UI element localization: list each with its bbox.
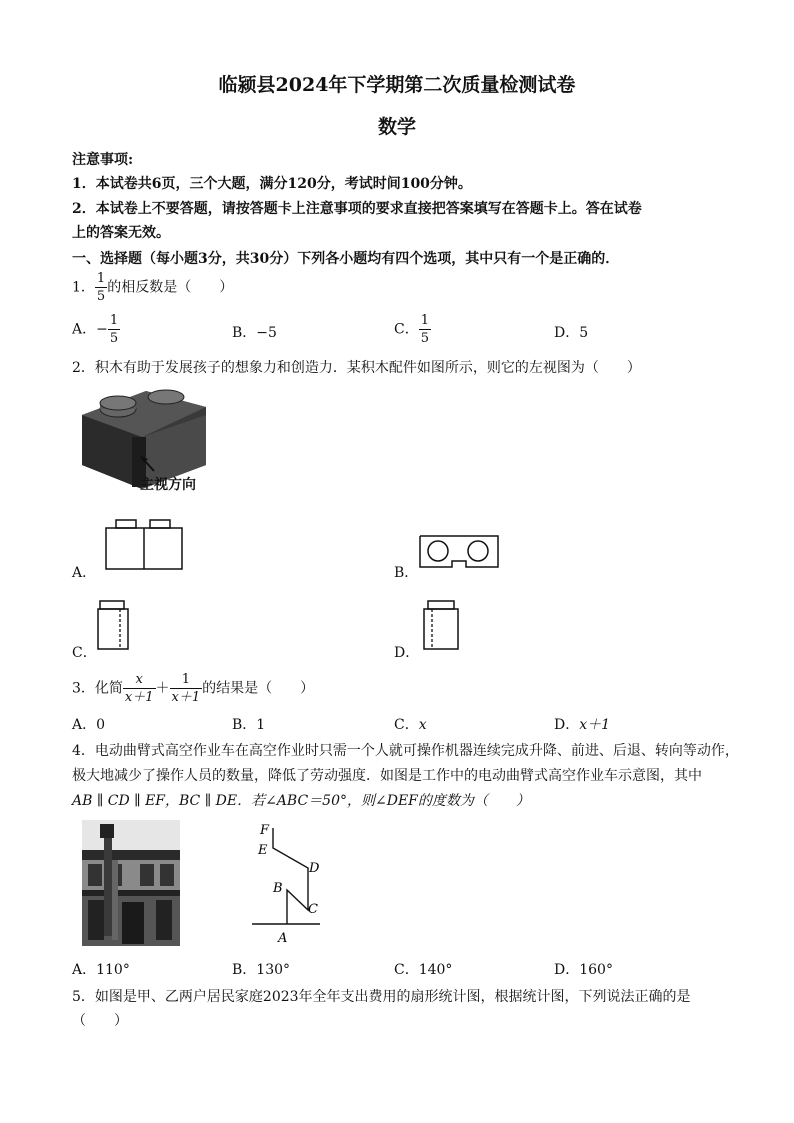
- option-c-drawing: [94, 598, 134, 654]
- option-b-drawing: [416, 533, 502, 571]
- question-4-line-2: 极大地减少了操作人员的数量，降低了劳动强度．如图是工作中的电动曲臂式高空作业车示意图，其中: [72, 768, 702, 784]
- question-1-text: 的相反数是（ ）: [107, 279, 234, 296]
- fraction-numerator: 1: [96, 271, 106, 286]
- option-label: C．: [394, 717, 419, 733]
- front-view-direction-caption: 主视方向: [140, 477, 196, 493]
- question-1-option-c: [394, 312, 431, 347]
- question-3-option-a: A．0: [72, 717, 106, 733]
- point-label-d: D: [309, 861, 320, 876]
- question-3-option-d: [554, 714, 610, 734]
- arm-polyline: [273, 828, 308, 924]
- fraction-numerator: 1: [170, 671, 203, 689]
- notes-item-2-line-1: 2．本试卷上不要答题，请按答题卡上注意事项的要求直接把答案填写在答题卡上。答在试卷: [72, 201, 642, 217]
- geometry-diagram: [248, 818, 328, 946]
- exam-title: 临颍县2024年下学期第二次质量检测试卷: [218, 74, 576, 96]
- notes-item-1: 1．本试卷共6页，三个大题，满分120分，考试时间100分钟。: [72, 176, 472, 192]
- option-label: A．: [72, 321, 97, 338]
- fraction-denominator: x＋1: [124, 690, 154, 705]
- fraction-numerator: 1: [420, 313, 429, 328]
- point-label-c: C: [308, 902, 318, 917]
- question-4-option-a: A．110°: [72, 962, 130, 978]
- point-label-e: E: [258, 843, 268, 858]
- section-1-heading: 一、选择题（每小题3分，共30分）下列各小题均有四个选项，其中只有一个是正确的．: [72, 251, 620, 267]
- fraction-denominator: 5: [109, 331, 119, 346]
- option-fraction: [419, 312, 431, 347]
- question-3-text: 的结果是（ ）: [202, 680, 315, 697]
- question-1-option-b: B．−5: [232, 325, 277, 341]
- aerial-work-platform-photo: [82, 820, 180, 946]
- notes-item-2-line-2: 上的答案无效。: [72, 225, 170, 241]
- question-3-number: 3．化简: [72, 680, 123, 697]
- exam-subject: 数学: [377, 116, 416, 138]
- question-4-option-d: D．160°: [554, 962, 613, 978]
- question-1-stem: [72, 270, 233, 305]
- option-label: D．: [554, 717, 580, 733]
- question-4-line-1: 4．电动曲臂式高空作业车在高空作业时只需一个人就可操作机器连续完成升降、前进、后退、转向等动作，: [72, 743, 739, 759]
- option-value: x＋1: [579, 717, 611, 733]
- question-1-option-d: D．5: [554, 325, 589, 341]
- option-a-drawing: [100, 517, 188, 573]
- question-1-option-a: [72, 312, 120, 347]
- question-5-line-1: 5．如图是甲、乙两户居民家庭2023年全年支出费用的扇形统计图，根据统计图，下列说法正确的是: [72, 989, 691, 1005]
- question-2-option-c-label: C．: [72, 645, 97, 661]
- fraction-numerator: 1: [109, 313, 119, 328]
- question-5-line-2: （ ）: [72, 1013, 128, 1029]
- point-label-a: A: [278, 931, 288, 946]
- question-3-fraction-2: [170, 671, 203, 706]
- question-2-stem: 2．积木有助于发展孩子的想象力和创造力．某积木配件如图所示，则它的左视图为（ ）: [72, 360, 641, 376]
- point-label-f: F: [260, 823, 270, 838]
- question-2-option-a-label: A．: [72, 565, 97, 581]
- option-label: C．: [394, 321, 419, 338]
- question-3-fraction-1: [123, 671, 156, 706]
- fraction-numerator: x: [123, 671, 156, 689]
- plus-sign: ＋: [155, 680, 170, 697]
- question-3-stem: [72, 671, 314, 706]
- question-3-option-c: [394, 714, 427, 734]
- fraction-denominator: 5: [420, 331, 429, 346]
- option-value: x: [418, 717, 427, 733]
- question-4-option-b: B．130°: [232, 962, 291, 978]
- option-d-drawing: [420, 598, 462, 654]
- notes-heading: 注意事项:: [72, 152, 134, 168]
- question-4-line-3: AB ∥ CD ∥ EF，BC ∥ DE．若∠ABC＝50°，则∠DEF的度数为（ ）: [72, 793, 530, 809]
- question-3-option-b: B．1: [232, 717, 266, 733]
- fraction-denominator: x＋1: [171, 690, 201, 705]
- point-label-b: B: [273, 881, 283, 896]
- question-2-option-d-label: D．: [394, 645, 420, 661]
- question-2-option-b-label: B．: [394, 565, 419, 581]
- question-1-fraction: [95, 270, 107, 305]
- fraction-denominator: 5: [96, 289, 106, 304]
- question-4-option-c: C．140°: [394, 962, 453, 978]
- option-sign: −: [96, 321, 108, 338]
- option-fraction: [108, 312, 120, 347]
- question-1-number: 1．: [72, 279, 95, 296]
